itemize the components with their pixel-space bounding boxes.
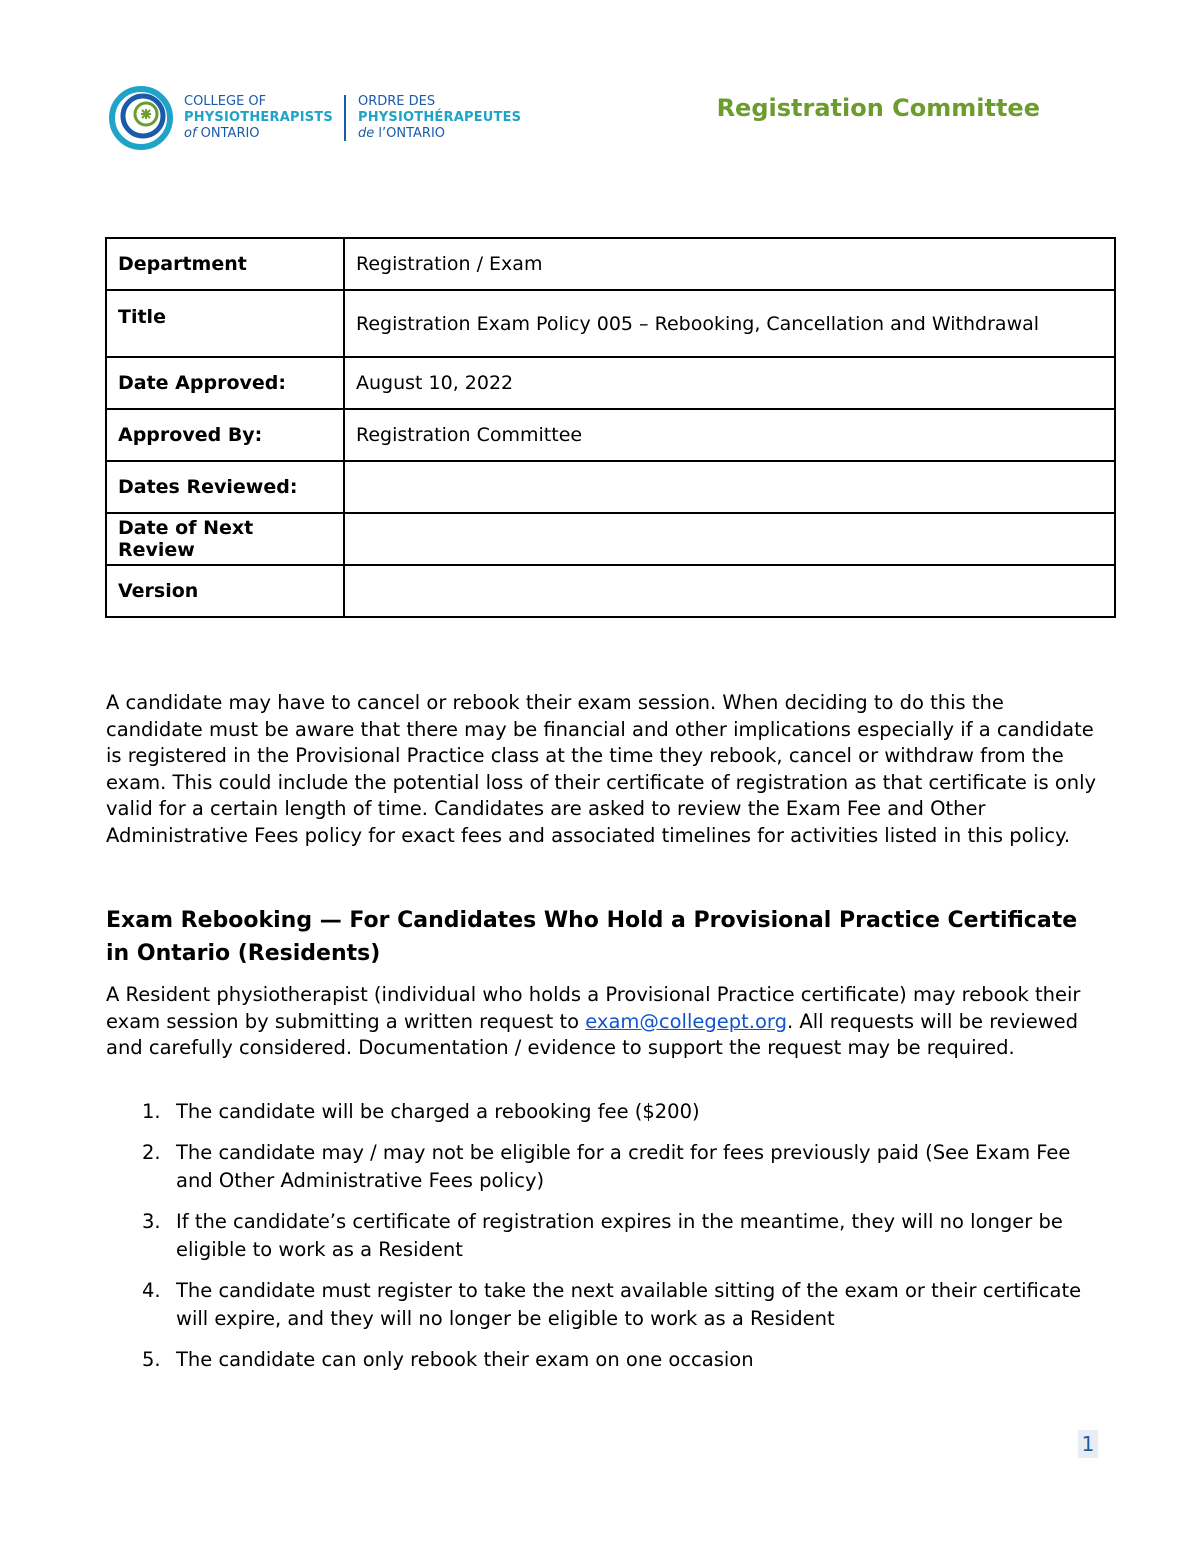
meta-label: Dates Reviewed: xyxy=(106,461,344,513)
page-number: 1 xyxy=(1078,1430,1098,1458)
college-emblem-icon xyxy=(108,85,174,151)
table-row xyxy=(106,565,1115,617)
list-item: 1. The candidate will be charged a rebooking fee ($200) xyxy=(142,1100,700,1123)
section-heading: Exam Rebooking — For Candidates Who Hold a Provisional Practice Certificate in Ontario (Residents) xyxy=(106,908,1078,966)
logo-french-name: ORDRE DES PHYSIOTHÉRAPEUTES de l’ONTARIO xyxy=(358,94,522,141)
logo-divider xyxy=(344,95,346,141)
meta-label: Department xyxy=(106,238,344,290)
policy-metadata-table xyxy=(105,237,1116,618)
meta-value: Registration Exam Policy 005 – Rebooking, Cancellation and Withdrawal xyxy=(344,290,1115,357)
list-item: 4. The candidate must register to take the next available sitting of the exam or their certificate will expire, and they will no longer be eligible to work as a Resident xyxy=(142,1279,1082,1330)
meta-label: Date Approved: xyxy=(106,357,344,409)
table-row xyxy=(106,409,1115,461)
exam-email-link[interactable]: exam@collegept.org xyxy=(585,1009,787,1033)
committee-header: Registration Committee xyxy=(716,94,1040,122)
table-row xyxy=(106,513,1115,565)
meta-value: Registration / Exam xyxy=(344,238,1115,290)
meta-value xyxy=(344,461,1115,513)
logo-english-name: COLLEGE OF PHYSIOTHERAPISTS of ONTARIO xyxy=(184,94,333,141)
college-logo xyxy=(108,85,528,151)
table-row xyxy=(106,461,1115,513)
rebooking-rules-list xyxy=(106,1098,1106,1387)
meta-value: Registration Committee xyxy=(344,409,1115,461)
meta-label: Version xyxy=(106,565,344,617)
meta-value xyxy=(344,565,1115,617)
table-row xyxy=(106,238,1115,290)
list-item: 3. If the candidate’s certificate of registration expires in the meantime, they will no longer be eligible to work as a Resident xyxy=(142,1210,1063,1261)
list-item: 5. The candidate can only rebook their exam on one occasion xyxy=(142,1348,754,1371)
table-row xyxy=(106,290,1115,357)
meta-value xyxy=(344,513,1115,565)
table-row xyxy=(106,357,1115,409)
intro-paragraph: A candidate may have to cancel or rebook their exam session. When deciding to do this the candidate must be aware that there may be financial and other implications especially if a candidate is registered in the Provisional Practice class at the time they rebook, cancel or withdraw from the exam. This could include the potential loss of their certificate of registration as that certificate is only valid for a certain length of time. Candidates are asked to review the Exam Fee and Other Administrative Fees policy for exact fees and associated timelines for activities listed in this policy. xyxy=(106,691,1097,847)
meta-label: Title xyxy=(106,290,344,357)
list-item: 2. The candidate may / may not be eligible for a credit for fees previously paid (See Exam Fee and Other Administrative Fees policy) xyxy=(142,1141,1071,1192)
resident-paragraph: A Resident physiotherapist (individual who holds a Provisional Practice certificate) may rebook their exam session by submitting a written request to exam@collegept.org. All requests will be reviewed and carefully considered. Documentation / evidence to support the request may be required. xyxy=(106,983,1081,1059)
meta-label: Date of Next Review xyxy=(106,513,344,565)
meta-value: August 10, 2022 xyxy=(344,357,1115,409)
meta-label: Approved By: xyxy=(106,409,344,461)
